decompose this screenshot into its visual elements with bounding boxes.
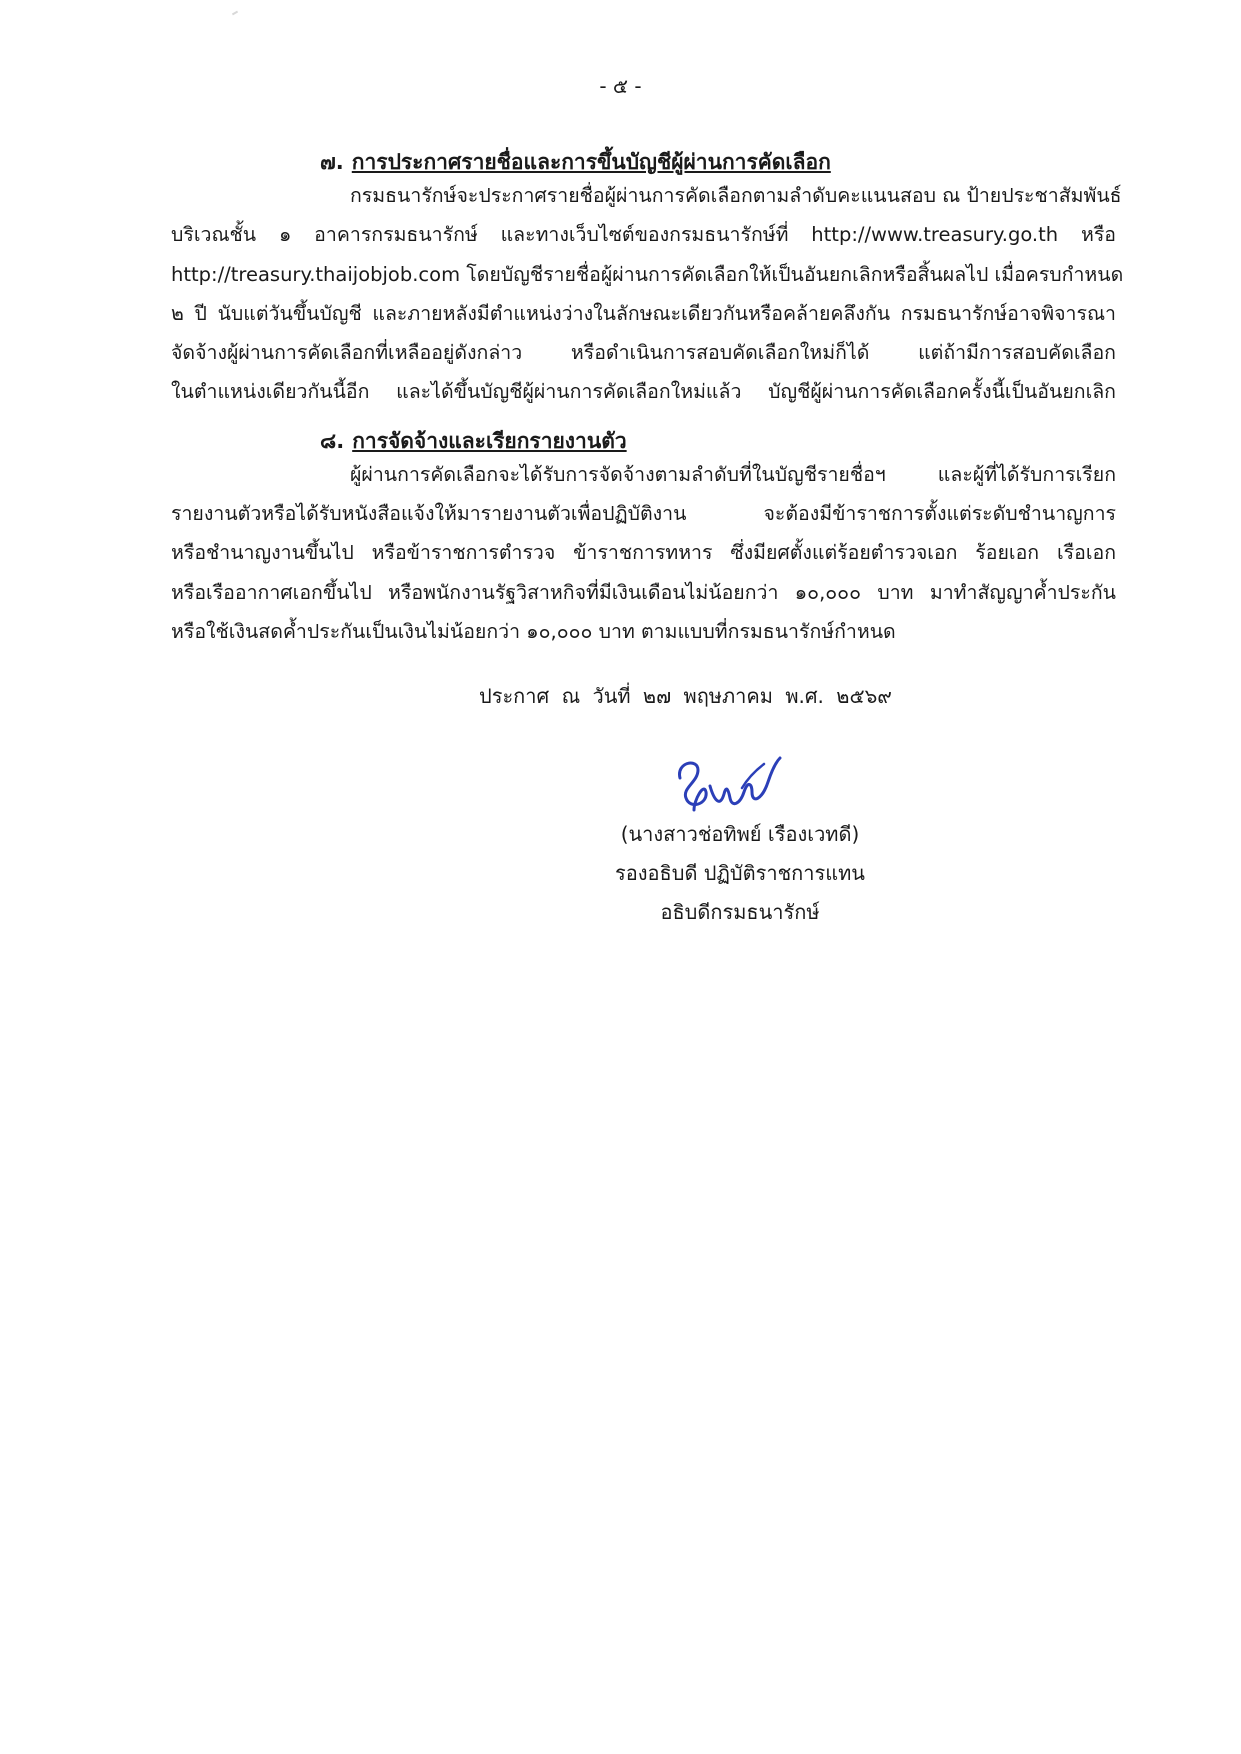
signer-name: (นางสาวช่อทิพย์ เรืองเวทดี) (620, 822, 860, 846)
section-8-line: ผู้ผ่านการคัดเลือกจะได้รับการจัดจ้างตามลำดับที่ในบัญชีรายชื่อฯ และผู้ที่ได้รับการเรียก (350, 463, 1116, 486)
section-7-line: ๒ ปี นับแต่วันขึ้นบัญชี และภายหลังมีตำแหน่งว่างในลักษณะเดียวกันหรือคล้ายคลึงกัน กรมธนารักษ์อาจพิจารณา (171, 302, 1116, 325)
section-7-line: จัดจ้างผู้ผ่านการคัดเลือกที่เหลืออยู่ดังกล่าว หรือดำเนินการสอบคัดเลือกใหม่ก็ได้ แต่ถ้ามีการสอบคัดเลือก (171, 341, 1116, 364)
section-7-number: ๗. (320, 150, 344, 174)
section-7-line: บริเวณชั้น ๑ อาคารกรมธนารักษ์ และทางเว็บไซต์ของกรมธนารักษ์ที่ http://www.treasury.go.th หรือ (171, 223, 1116, 246)
page-number: - ๕ - (599, 74, 642, 98)
section-8-line: รายงานตัวหรือได้รับหนังสือแจ้งให้มารายงานตัวเพื่อปฏิบัติงาน จะต้องมีข้าราชการตั้งแต่ระดับชำนาญการ (171, 502, 1116, 525)
section-8-line: หรือใช้เงินสดค้ำประกันเป็นเงินไม่น้อยกว่า ๑๐,๐๐๐ บาท ตามแบบที่กรมธนารักษ์กำหนด (171, 620, 896, 643)
handwritten-signature (668, 748, 788, 828)
section-7-line: ในตำแหน่งเดียวกันนี้อีก และได้ขึ้นบัญชีผู้ผ่านการคัดเลือกใหม่แล้ว บัญชีผู้ผ่านการคัดเลือกครั้งนี้เป็นอันยกเลิก (171, 380, 1116, 403)
section-8-line: หรือเรืออากาศเอกขึ้นไป หรือพนักงานรัฐวิสาหกิจที่มีเงินเดือนไม่น้อยกว่า ๑๐,๐๐๐ บาท มาทำสัญญาค้ำประกัน (171, 581, 1116, 604)
signer-position: รองอธิบดี ปฏิบัติราชการแทน (615, 861, 865, 885)
section-8-title: การจัดจ้างและเรียกรายงานตัว (352, 429, 627, 453)
section-7-heading (320, 146, 831, 179)
announcement-date: ประกาศ ณ วันที่ ๒๗ พฤษภาคม พ.ศ. ๒๕๖๙ (479, 684, 892, 708)
section-8-number: ๘. (320, 429, 345, 453)
section-7-line: http://treasury.thaijobjob.com โดยบัญชีรายชื่อผู้ผ่านการคัดเลือกให้เป็นอันยกเลิกหรือสิ้นผลไป เมื่อครบกำหนด (171, 263, 1124, 286)
section-7-line: กรมธนารักษ์จะประกาศรายชื่อผู้ผ่านการคัดเลือกตามลำดับคะแนนสอบ ณ ป้ายประชาสัมพันธ์ (350, 184, 1122, 207)
section-8-line: หรือชำนาญงานขึ้นไป หรือข้าราชการตำรวจ ข้าราชการทหาร ซึ่งมียศตั้งแต่ร้อยตำรวจเอก ร้อยเอก เรือเอก (171, 541, 1116, 564)
section-8-heading (320, 425, 627, 458)
section-7-title: การประกาศรายชื่อและการขึ้นบัญชีผู้ผ่านการคัดเลือก (351, 150, 831, 174)
scan-speck (232, 11, 238, 16)
signer-organization: อธิบดีกรมธนารักษ์ (660, 900, 820, 924)
